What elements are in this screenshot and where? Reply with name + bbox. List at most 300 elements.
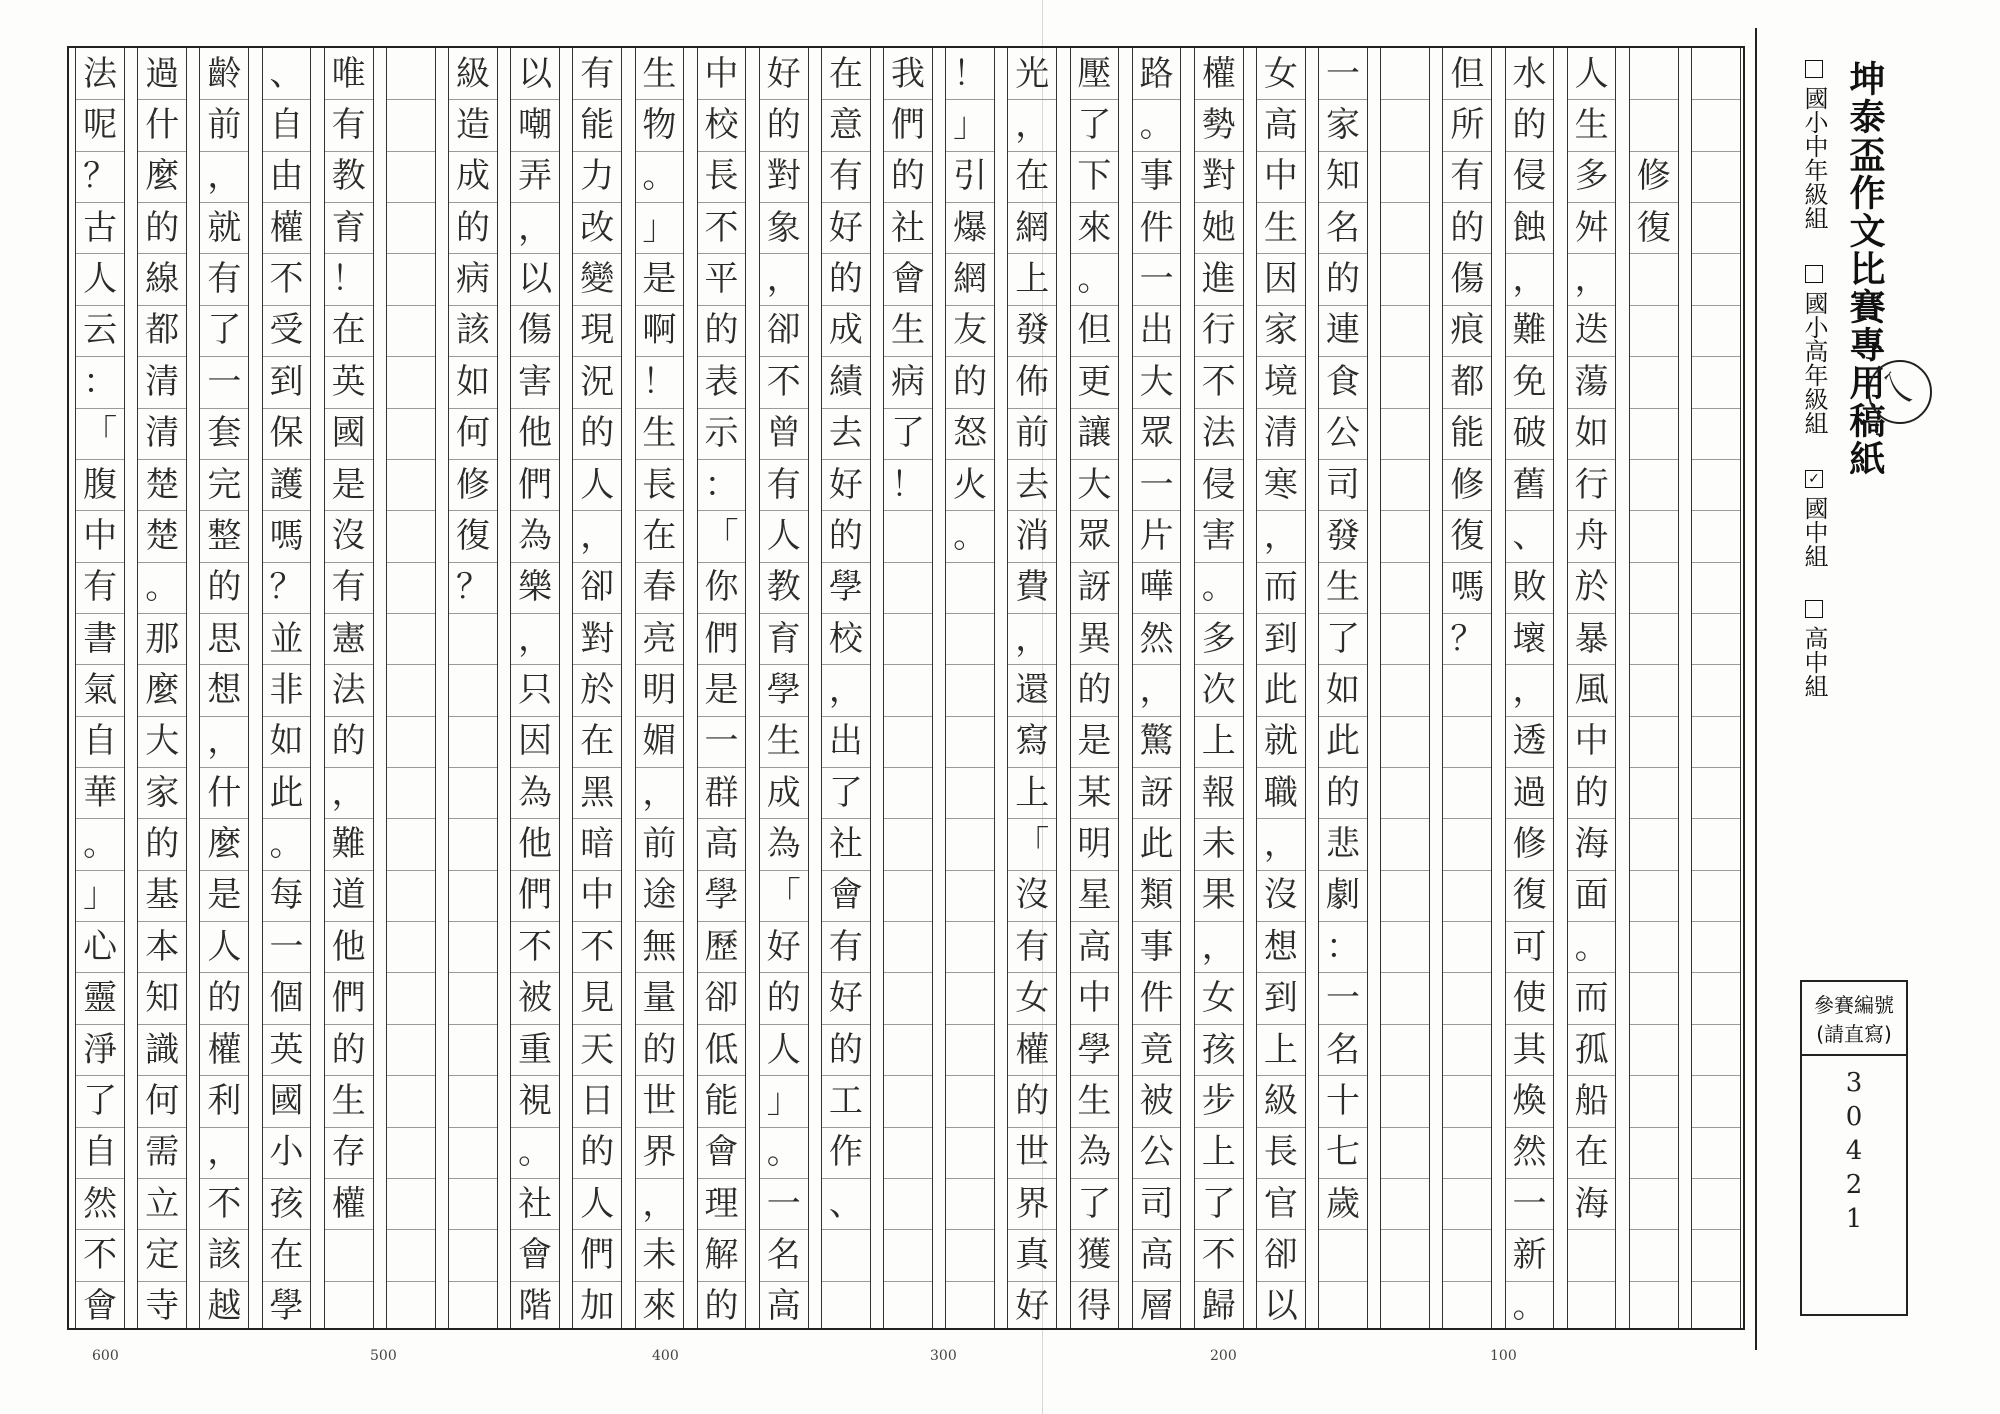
essay-char: 重 bbox=[518, 1029, 553, 1070]
essay-char: 個 bbox=[269, 978, 304, 1019]
essay-char: 小 bbox=[269, 1132, 304, 1173]
essay-char: 成 bbox=[766, 772, 801, 813]
cell-divider bbox=[1381, 1024, 1429, 1025]
essay-char: 高 bbox=[766, 1286, 801, 1327]
essay-char: 作 bbox=[828, 1132, 863, 1173]
cell-divider bbox=[1381, 1127, 1429, 1128]
essay-char: 卻 bbox=[766, 310, 801, 351]
cell-divider bbox=[449, 1127, 497, 1128]
essay-char: 中 bbox=[1574, 721, 1609, 762]
cell-divider bbox=[1443, 870, 1491, 871]
essay-char: ？ bbox=[269, 567, 304, 608]
entry-number-label: 參賽編號 bbox=[1814, 993, 1894, 1017]
grid-column bbox=[193, 48, 255, 1328]
essay-char: 線 bbox=[145, 259, 180, 300]
essay-char: 想 bbox=[1263, 926, 1298, 967]
grid-column bbox=[1685, 48, 1747, 1328]
essay-char: 的 bbox=[1077, 669, 1112, 710]
cell-divider bbox=[946, 1281, 994, 1282]
essay-char: 每 bbox=[269, 875, 304, 916]
cell-divider bbox=[1692, 664, 1740, 665]
essay-char: 不 bbox=[518, 926, 553, 967]
option-elementary-upper[interactable] bbox=[1798, 265, 1832, 435]
essay-char: 會 bbox=[518, 1234, 553, 1275]
option-senior-high[interactable] bbox=[1798, 600, 1832, 698]
essay-char: 人 bbox=[766, 1029, 801, 1070]
essay-char: 卻 bbox=[704, 978, 739, 1019]
essay-char: 人 bbox=[1574, 53, 1609, 94]
cell-divider bbox=[946, 870, 994, 871]
essay-char: 多 bbox=[1574, 156, 1609, 197]
essay-char: 眾 bbox=[1139, 413, 1174, 454]
column-rule bbox=[1070, 48, 1120, 1328]
essay-char: 界 bbox=[642, 1132, 677, 1173]
checkbox-icon[interactable] bbox=[1805, 600, 1823, 618]
essay-char: 因 bbox=[518, 721, 553, 762]
grid-column bbox=[318, 48, 380, 1328]
entry-digit: 3 bbox=[1845, 1068, 1863, 1098]
essay-char: 了 bbox=[1077, 105, 1112, 146]
cell-divider bbox=[1630, 1229, 1678, 1230]
essay-char: 還 bbox=[1015, 669, 1050, 710]
grid-column bbox=[504, 48, 566, 1328]
cell-divider bbox=[449, 921, 497, 922]
essay-char: 使 bbox=[1512, 978, 1547, 1019]
essay-char: 」 bbox=[83, 875, 118, 916]
cell-divider bbox=[1630, 1127, 1678, 1128]
cell-divider bbox=[449, 1281, 497, 1282]
grid-column bbox=[1001, 48, 1063, 1328]
cell-divider bbox=[387, 151, 435, 152]
essay-char: 行 bbox=[1201, 310, 1236, 351]
essay-char: 楚 bbox=[145, 515, 180, 556]
essay-char: 清 bbox=[145, 413, 180, 454]
essay-char: 學 bbox=[269, 1286, 304, 1327]
essay-char: 社 bbox=[518, 1183, 553, 1224]
essay-char: 名 bbox=[766, 1234, 801, 1275]
essay-char: 定 bbox=[145, 1234, 180, 1275]
essay-char: 一 bbox=[1326, 53, 1361, 94]
essay-char: 權 bbox=[207, 1029, 242, 1070]
cell-divider bbox=[1381, 1229, 1429, 1230]
essay-char: 境 bbox=[1263, 361, 1298, 402]
essay-char: 好 bbox=[828, 207, 863, 248]
essay-char: 基 bbox=[145, 875, 180, 916]
cell-divider bbox=[449, 1024, 497, 1025]
essay-char: 高 bbox=[1263, 105, 1298, 146]
option-junior-high[interactable] bbox=[1798, 470, 1832, 568]
essay-char: 難 bbox=[1512, 310, 1547, 351]
essay-char: 會 bbox=[890, 259, 925, 300]
column-rule bbox=[262, 48, 312, 1328]
essay-char: ？ bbox=[1450, 618, 1485, 659]
column-rule bbox=[821, 48, 871, 1328]
essay-char: 侵 bbox=[1201, 464, 1236, 505]
essay-char: 在 bbox=[828, 53, 863, 94]
cell-divider bbox=[387, 510, 435, 511]
cell-divider bbox=[449, 870, 497, 871]
grid-column bbox=[1126, 48, 1188, 1328]
essay-char: 樂 bbox=[518, 567, 553, 608]
essay-char: 存 bbox=[331, 1132, 366, 1173]
cell-divider bbox=[946, 1024, 994, 1025]
essay-char: 他 bbox=[518, 413, 553, 454]
essay-char: 造 bbox=[455, 105, 490, 146]
cell-divider bbox=[1692, 1127, 1740, 1128]
essay-char: 怒 bbox=[953, 413, 988, 454]
essay-char: 越 bbox=[207, 1286, 242, 1327]
grid-column bbox=[815, 48, 877, 1328]
essay-char: 明 bbox=[642, 669, 677, 710]
essay-char: 思 bbox=[207, 618, 242, 659]
form-title: 坤泰盃作文比賽專用稿紙 bbox=[1844, 60, 1885, 478]
grid-column bbox=[1436, 48, 1498, 1328]
checkbox-icon[interactable] bbox=[1805, 265, 1823, 283]
cell-divider bbox=[1443, 818, 1491, 819]
essay-char: 嗎 bbox=[1450, 567, 1485, 608]
ruler-mark: 600 bbox=[92, 1348, 119, 1364]
cell-divider bbox=[1443, 921, 1491, 922]
cell-divider bbox=[387, 921, 435, 922]
entry-digit: 2 bbox=[1845, 1170, 1863, 1200]
column-rule bbox=[510, 48, 560, 1328]
essay-char: ！ bbox=[642, 361, 677, 402]
essay-char: 舊 bbox=[1512, 464, 1547, 505]
essay-char: 女 bbox=[1263, 53, 1298, 94]
column-rule bbox=[1442, 48, 1492, 1328]
essay-char: 低 bbox=[704, 1029, 739, 1070]
essay-char: 」 bbox=[642, 207, 677, 248]
essay-char: 成 bbox=[828, 310, 863, 351]
essay-char: 來 bbox=[642, 1286, 677, 1327]
essay-char: 孤 bbox=[1574, 1029, 1609, 1070]
essay-char: 不 bbox=[269, 259, 304, 300]
essay-char: 前 bbox=[207, 105, 242, 146]
cell-divider bbox=[449, 818, 497, 819]
essay-char: 一 bbox=[207, 361, 242, 402]
entry-number-box bbox=[1800, 980, 1908, 1316]
grid-column bbox=[753, 48, 815, 1328]
column-rule bbox=[75, 48, 125, 1328]
essay-char: 風 bbox=[1574, 669, 1609, 710]
entry-digit: 1 bbox=[1845, 1204, 1863, 1234]
cell-divider bbox=[387, 1229, 435, 1230]
essay-char: ， bbox=[1263, 515, 1298, 556]
essay-char: 職 bbox=[1263, 772, 1298, 813]
essay-char: 學 bbox=[828, 567, 863, 608]
essay-char: 害 bbox=[518, 361, 553, 402]
cell-divider bbox=[1381, 870, 1429, 871]
essay-char: 「 bbox=[1015, 824, 1050, 865]
essay-char: 如 bbox=[1574, 413, 1609, 454]
essay-char: 生 bbox=[1263, 207, 1298, 248]
essay-char: 的 bbox=[642, 1029, 677, 1070]
essay-char: 中 bbox=[580, 875, 615, 916]
grid-column bbox=[628, 48, 690, 1328]
essay-char: 弄 bbox=[518, 156, 553, 197]
grid-column bbox=[1063, 48, 1125, 1328]
essay-char: 的 bbox=[828, 515, 863, 556]
cell-divider bbox=[1692, 202, 1740, 203]
essay-char: 七 bbox=[1326, 1132, 1361, 1173]
essay-char: 行 bbox=[1574, 464, 1609, 505]
cell-divider bbox=[1692, 510, 1740, 511]
essay-char: 人 bbox=[580, 464, 615, 505]
essay-char: 司 bbox=[1326, 464, 1361, 505]
essay-char: 學 bbox=[1077, 1029, 1112, 1070]
essay-char: 敗 bbox=[1512, 567, 1547, 608]
essay-char: 受 bbox=[269, 310, 304, 351]
cell-divider bbox=[387, 253, 435, 254]
essay-char: 能 bbox=[704, 1080, 739, 1121]
essay-char: 為 bbox=[518, 515, 553, 556]
cell-divider bbox=[946, 664, 994, 665]
cell-divider bbox=[946, 1178, 994, 1179]
column-rule bbox=[386, 48, 436, 1328]
cell-divider bbox=[387, 613, 435, 614]
essay-char: 進 bbox=[1201, 259, 1236, 300]
essay-char: 途 bbox=[642, 875, 677, 916]
essay-char: 在 bbox=[269, 1234, 304, 1275]
essay-char: 什 bbox=[207, 772, 242, 813]
essay-char: 生 bbox=[331, 1080, 366, 1121]
cell-divider bbox=[1692, 151, 1740, 152]
essay-char: 麼 bbox=[145, 156, 180, 197]
essay-char: 唯 bbox=[331, 53, 366, 94]
essay-char: 病 bbox=[890, 361, 925, 402]
essay-char: 自 bbox=[83, 721, 118, 762]
essay-char: 食 bbox=[1326, 361, 1361, 402]
essay-char: 示 bbox=[704, 413, 739, 454]
essay-char: 件 bbox=[1139, 207, 1174, 248]
essay-char: 過 bbox=[145, 53, 180, 94]
essay-char: 傷 bbox=[518, 310, 553, 351]
essay-char: 理 bbox=[704, 1183, 739, 1224]
essay-char: 以 bbox=[518, 259, 553, 300]
essay-char: 免 bbox=[1512, 361, 1547, 402]
writing-grid bbox=[67, 46, 1745, 1330]
cell-divider bbox=[387, 716, 435, 717]
essay-char: 。 bbox=[518, 1132, 553, 1173]
cell-divider bbox=[387, 870, 435, 871]
cell-divider bbox=[449, 972, 497, 973]
essay-char: 、 bbox=[1512, 515, 1547, 556]
essay-char: 生 bbox=[766, 721, 801, 762]
essay-char: 法 bbox=[83, 53, 118, 94]
essay-char: 清 bbox=[1263, 413, 1298, 454]
cell-divider bbox=[387, 664, 435, 665]
essay-char: 火 bbox=[953, 464, 988, 505]
essay-char: 訝 bbox=[1139, 772, 1174, 813]
essay-char: 。 bbox=[1077, 259, 1112, 300]
essay-char: 見 bbox=[580, 978, 615, 1019]
essay-char: 了 bbox=[83, 1080, 118, 1121]
essay-char: 他 bbox=[331, 926, 366, 967]
cell-divider bbox=[1692, 921, 1740, 922]
essay-char: 「 bbox=[704, 515, 739, 556]
cell-divider bbox=[1692, 1075, 1740, 1076]
essay-char: 的 bbox=[828, 1029, 863, 1070]
cell-divider bbox=[1630, 1281, 1678, 1282]
essay-char: 量 bbox=[642, 978, 677, 1019]
essay-char: 人 bbox=[580, 1183, 615, 1224]
cell-divider bbox=[1692, 562, 1740, 563]
essay-char: 麼 bbox=[145, 669, 180, 710]
essay-char: 世 bbox=[642, 1080, 677, 1121]
essay-char: 病 bbox=[455, 259, 490, 300]
essay-char: ， bbox=[1201, 926, 1236, 967]
essay-char: 高 bbox=[1139, 1234, 1174, 1275]
essay-char: 育 bbox=[766, 618, 801, 659]
essay-char: 訝 bbox=[1077, 567, 1112, 608]
essay-char: 修 bbox=[1636, 156, 1671, 197]
ruler-mark: 300 bbox=[930, 1348, 957, 1364]
entry-number-digits bbox=[1802, 1056, 1906, 1238]
essay-char: 中 bbox=[1263, 156, 1298, 197]
cell-divider bbox=[1443, 1281, 1491, 1282]
essay-char: 的 bbox=[766, 105, 801, 146]
essay-char: 下 bbox=[1077, 156, 1112, 197]
essay-char: 的 bbox=[331, 721, 366, 762]
essay-char: 沒 bbox=[1263, 875, 1298, 916]
essay-char: 女 bbox=[1015, 978, 1050, 1019]
essay-char: 修 bbox=[455, 464, 490, 505]
checkbox-checked-icon[interactable]: ✓ bbox=[1805, 470, 1823, 488]
essay-char: 無 bbox=[642, 926, 677, 967]
essay-char: 十 bbox=[1326, 1080, 1361, 1121]
cell-divider bbox=[387, 459, 435, 460]
cell-divider bbox=[884, 562, 932, 563]
essay-char: 。 bbox=[642, 156, 677, 197]
cell-divider bbox=[1692, 818, 1740, 819]
cell-divider bbox=[1381, 562, 1429, 563]
entry-digit: 4 bbox=[1845, 1136, 1863, 1166]
cell-divider bbox=[449, 716, 497, 717]
cell-divider bbox=[1692, 972, 1740, 973]
essay-char: 改 bbox=[580, 207, 615, 248]
essay-char: 教 bbox=[766, 567, 801, 608]
essay-char: 績 bbox=[828, 361, 863, 402]
essay-char: 成 bbox=[455, 156, 490, 197]
essay-char: 的 bbox=[1326, 259, 1361, 300]
cell-divider bbox=[1692, 459, 1740, 460]
cell-divider bbox=[1630, 459, 1678, 460]
cell-divider bbox=[1381, 305, 1429, 306]
essay-char: 網 bbox=[1015, 207, 1050, 248]
essay-char: 呢 bbox=[83, 105, 118, 146]
essay-char: 上 bbox=[1201, 1132, 1236, 1173]
cell-divider bbox=[946, 818, 994, 819]
essay-char: 生 bbox=[642, 413, 677, 454]
essay-char: 界 bbox=[1015, 1183, 1050, 1224]
cell-divider bbox=[1630, 356, 1678, 357]
essay-char: 人 bbox=[83, 259, 118, 300]
cell-divider bbox=[1692, 1178, 1740, 1179]
essay-char: 未 bbox=[642, 1234, 677, 1275]
essay-char: 的 bbox=[953, 361, 988, 402]
essay-char: 佈 bbox=[1015, 361, 1050, 402]
essay-char: 長 bbox=[1263, 1132, 1298, 1173]
cell-divider bbox=[1381, 253, 1429, 254]
essay-char: 們 bbox=[331, 978, 366, 1019]
essay-char: 華 bbox=[83, 772, 118, 813]
essay-char: 新 bbox=[1512, 1234, 1547, 1275]
essay-char: 蕩 bbox=[1574, 361, 1609, 402]
cell-divider bbox=[1381, 1075, 1429, 1076]
essay-char: ， bbox=[580, 515, 615, 556]
essay-char: ！ bbox=[953, 53, 988, 94]
essay-char: 一 bbox=[1139, 464, 1174, 505]
essay-char: 。 bbox=[1512, 1286, 1547, 1327]
essay-char: 家 bbox=[1326, 105, 1361, 146]
score-mark: 乀 bbox=[1880, 368, 1914, 408]
cell-divider bbox=[1443, 716, 1491, 717]
essay-char: 只 bbox=[518, 669, 553, 710]
essay-char: 到 bbox=[269, 361, 304, 402]
cell-divider bbox=[1443, 1024, 1491, 1025]
essay-char: 透 bbox=[1512, 721, 1547, 762]
essay-char: 好 bbox=[1015, 1286, 1050, 1327]
essay-char: 多 bbox=[1201, 618, 1236, 659]
essay-char: 是 bbox=[207, 875, 242, 916]
essay-char: 高 bbox=[1077, 926, 1112, 967]
essay-char: 能 bbox=[1450, 413, 1485, 454]
essay-char: 家 bbox=[1263, 310, 1298, 351]
essay-char: 眾 bbox=[1077, 515, 1112, 556]
essay-char: 保 bbox=[269, 413, 304, 454]
essay-char: 引 bbox=[953, 156, 988, 197]
cell-divider bbox=[1443, 1178, 1491, 1179]
essay-char: 卻 bbox=[580, 567, 615, 608]
essay-char: 連 bbox=[1326, 310, 1361, 351]
essay-char: 如 bbox=[1326, 669, 1361, 710]
essay-char: 級 bbox=[1263, 1080, 1298, 1121]
essay-char: 就 bbox=[207, 207, 242, 248]
essay-char: 英 bbox=[269, 1029, 304, 1070]
essay-char: 寒 bbox=[1263, 464, 1298, 505]
essay-char: 名 bbox=[1326, 207, 1361, 248]
essay-char: 清 bbox=[145, 361, 180, 402]
essay-char: ！ bbox=[890, 464, 925, 505]
essay-char: 迭 bbox=[1574, 310, 1609, 351]
essay-char: 出 bbox=[828, 721, 863, 762]
essay-char: 有 bbox=[331, 567, 366, 608]
essay-char: 事 bbox=[1139, 156, 1174, 197]
cell-divider bbox=[946, 1075, 994, 1076]
essay-char: 、 bbox=[269, 53, 304, 94]
essay-char: 生 bbox=[1574, 105, 1609, 146]
essay-char: 勢 bbox=[1201, 105, 1236, 146]
essay-char: 沒 bbox=[1015, 875, 1050, 916]
cell-divider bbox=[449, 664, 497, 665]
essay-char: ， bbox=[1263, 824, 1298, 865]
essay-char: 的 bbox=[704, 310, 739, 351]
essay-char: 的 bbox=[828, 259, 863, 300]
cell-divider bbox=[946, 562, 994, 563]
essay-char: 了 bbox=[1326, 618, 1361, 659]
essay-char: 一 bbox=[1326, 978, 1361, 1019]
essay-char: 但 bbox=[1077, 310, 1112, 351]
essay-char: 好 bbox=[828, 464, 863, 505]
essay-char: 生 bbox=[642, 53, 677, 94]
option-elementary-middle[interactable] bbox=[1798, 60, 1832, 230]
essay-char: 就 bbox=[1263, 721, 1298, 762]
essay-char: 船 bbox=[1574, 1080, 1609, 1121]
essay-char: 云 bbox=[83, 310, 118, 351]
essay-char: 是 bbox=[642, 259, 677, 300]
essay-char: 此 bbox=[1139, 824, 1174, 865]
checkbox-icon[interactable] bbox=[1805, 60, 1823, 78]
